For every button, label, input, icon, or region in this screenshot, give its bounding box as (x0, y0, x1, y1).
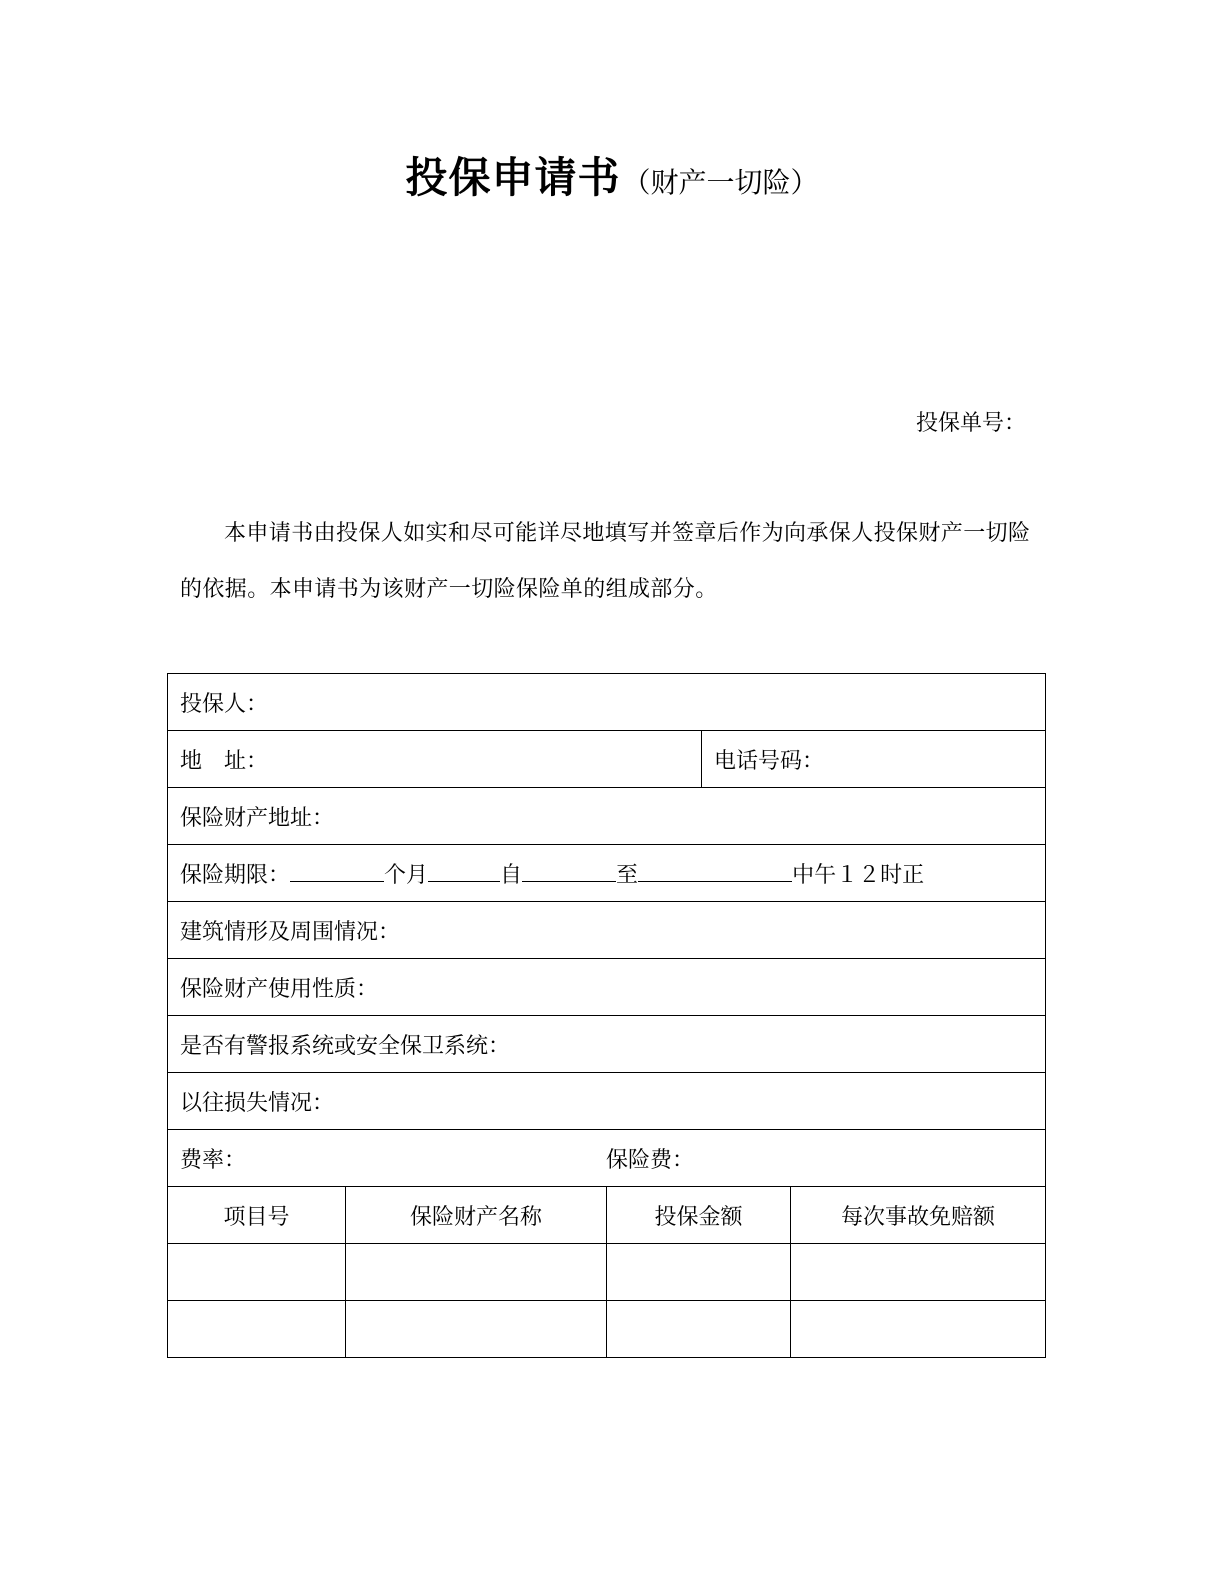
insurance-period-field[interactable] (168, 845, 1046, 902)
period-end-date-blank[interactable] (638, 859, 792, 882)
alarm-row (168, 1016, 1046, 1073)
alarm-field[interactable] (168, 1016, 1046, 1073)
deductible-cell[interactable] (791, 1244, 1046, 1301)
item-row (168, 1244, 1046, 1301)
insured-amount-cell[interactable] (607, 1301, 791, 1358)
insured-amount-cell[interactable] (607, 1244, 791, 1301)
period-months-blank[interactable] (290, 859, 384, 882)
loss-history-label: 以往损失情况： (180, 1090, 335, 1116)
premium-label: 保险费： (606, 1147, 695, 1173)
col-header-deductible: 每次事故免赔额 (791, 1187, 1046, 1244)
applicant-row (168, 674, 1046, 731)
item-no-cell[interactable] (168, 1244, 346, 1301)
period-from-text: 自 (500, 862, 523, 888)
period-label: 保险期限： (180, 862, 291, 888)
period-months-text: 个月 (384, 862, 429, 888)
period-start-date-blank[interactable] (522, 859, 616, 882)
property-name-cell[interactable] (346, 1244, 607, 1301)
address-field[interactable] (168, 731, 702, 788)
rate-premium-field[interactable] (168, 1130, 1046, 1187)
usage-field[interactable] (168, 959, 1046, 1016)
intro-paragraph: 本申请书由投保人如实和尽可能详尽地填写并签章后作为向承保人投保财产一切险的依据。本申请书为该财产一切险保险单的组成部分。 (180, 521, 1031, 602)
property-address-field[interactable] (168, 788, 1046, 845)
col-header-property-name: 保险财产名称 (346, 1187, 607, 1244)
document-title (0, 145, 1224, 205)
rate-label: 费率： (180, 1147, 247, 1173)
insurance-period-row (168, 845, 1046, 902)
period-months-value-blank[interactable] (428, 859, 500, 882)
title-main: 投保申请书 (405, 153, 621, 202)
applicant-label: 投保人： (180, 691, 269, 717)
application-form-table (167, 673, 1046, 1358)
building-label: 建筑情形及周围情况： (180, 919, 401, 945)
building-field[interactable] (168, 902, 1046, 959)
deductible-cell[interactable] (791, 1301, 1046, 1358)
address-label: 地 址： (180, 748, 269, 774)
building-row (168, 902, 1046, 959)
usage-row (168, 959, 1046, 1016)
policy-number-label: 投保单号： (916, 411, 1027, 436)
period-to-text: 至 (616, 862, 639, 888)
item-no-cell[interactable] (168, 1301, 346, 1358)
address-row (168, 731, 1046, 788)
loss-history-field[interactable] (168, 1073, 1046, 1130)
property-address-label: 保险财产地址： (180, 805, 335, 831)
phone-field[interactable] (702, 731, 1046, 788)
rate-premium-row (168, 1130, 1046, 1187)
usage-label: 保险财产使用性质： (180, 976, 379, 1002)
items-header-row (168, 1187, 1046, 1244)
col-header-item-no: 项目号 (168, 1187, 346, 1244)
phone-label: 电话号码： (714, 748, 825, 774)
title-subtitle: （财产一切险） (622, 166, 819, 199)
loss-history-row (168, 1073, 1046, 1130)
property-address-row (168, 788, 1046, 845)
col-header-insured-amount: 投保金额 (607, 1187, 791, 1244)
property-name-cell[interactable] (346, 1301, 607, 1358)
alarm-label: 是否有警报系统或安全保卫系统： (180, 1033, 511, 1059)
period-suffix-text: 中午１２时正 (792, 862, 925, 888)
applicant-field[interactable] (168, 674, 1046, 731)
item-row (168, 1301, 1046, 1358)
